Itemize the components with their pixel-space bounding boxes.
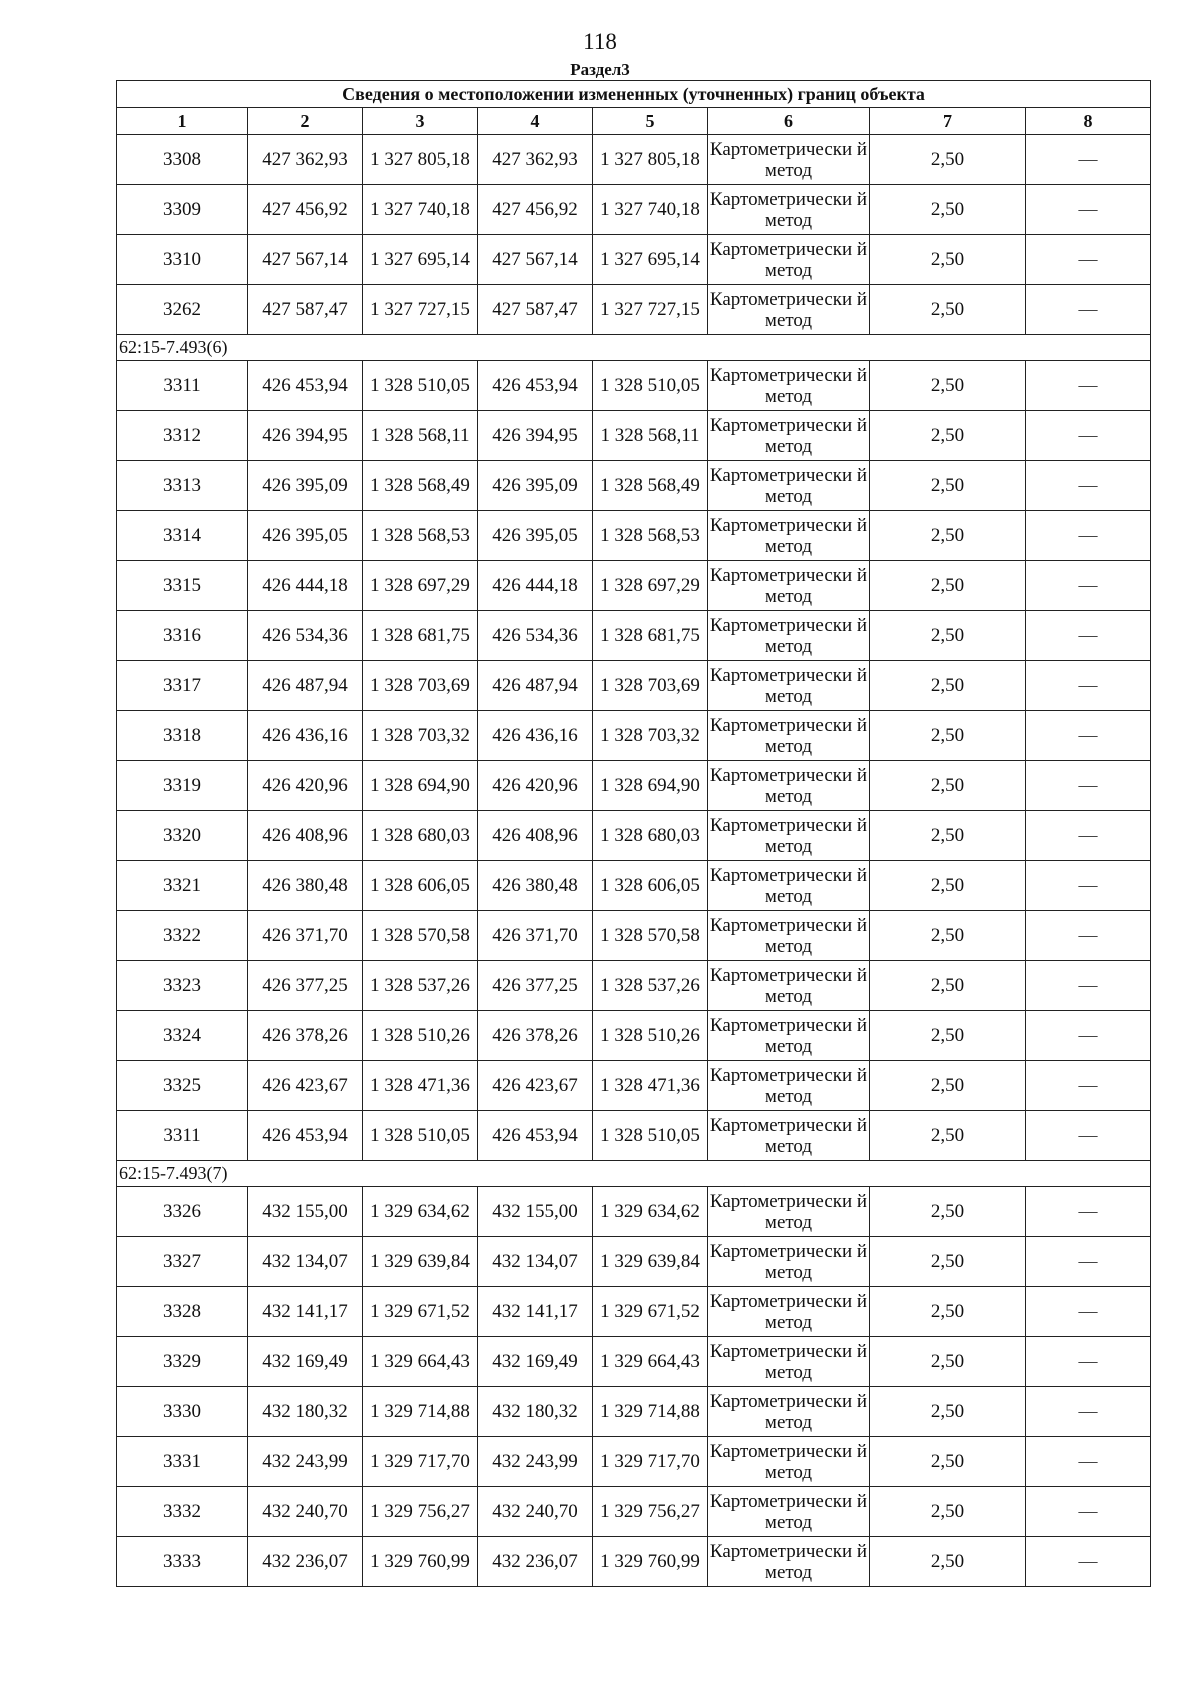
table-row xyxy=(117,1387,1151,1437)
x-old-cell: 432 155,00 xyxy=(248,1187,363,1237)
y-new-cell: 1 328 606,05 xyxy=(593,861,708,911)
method-cell: Картометрически й метод xyxy=(708,761,870,811)
y-new-cell: 1 328 570,58 xyxy=(593,911,708,961)
table-row xyxy=(117,811,1151,861)
y-old-cell: 1 328 703,69 xyxy=(363,661,478,711)
point-number-cell: 3321 xyxy=(117,861,248,911)
method-cell: Картометрически й метод xyxy=(708,611,870,661)
y-new-cell: 1 328 697,29 xyxy=(593,561,708,611)
y-old-cell: 1 328 681,75 xyxy=(363,611,478,661)
x-new-cell: 426 453,94 xyxy=(478,361,593,411)
group-row xyxy=(117,1161,1151,1187)
y-old-cell: 1 329 717,70 xyxy=(363,1437,478,1487)
y-old-cell: 1 328 703,32 xyxy=(363,711,478,761)
y-new-cell: 1 329 714,88 xyxy=(593,1387,708,1437)
accuracy-cell: 2,50 xyxy=(870,1487,1026,1537)
y-old-cell: 1 327 740,18 xyxy=(363,185,478,235)
y-old-cell: 1 329 671,52 xyxy=(363,1287,478,1337)
y-new-cell: 1 329 756,27 xyxy=(593,1487,708,1537)
method-cell: Картометрически й метод xyxy=(708,461,870,511)
x-new-cell: 426 394,95 xyxy=(478,411,593,461)
table-row xyxy=(117,861,1151,911)
group-row xyxy=(117,335,1151,361)
table-row xyxy=(117,135,1151,185)
x-new-cell: 427 456,92 xyxy=(478,185,593,235)
point-number-cell: 3262 xyxy=(117,285,248,335)
point-number-cell: 3319 xyxy=(117,761,248,811)
description-cell: — xyxy=(1026,1111,1151,1161)
table-row xyxy=(117,461,1151,511)
group-label: 62:15-7.493(6) xyxy=(117,335,1151,361)
x-new-cell: 432 236,07 xyxy=(478,1537,593,1587)
description-cell: — xyxy=(1026,1187,1151,1237)
point-number-cell: 3309 xyxy=(117,185,248,235)
point-number-cell: 3308 xyxy=(117,135,248,185)
section-title: Раздел3 xyxy=(570,60,630,79)
method-cell: Картометрически й метод xyxy=(708,1061,870,1111)
accuracy-cell: 2,50 xyxy=(870,411,1026,461)
x-new-cell: 426 380,48 xyxy=(478,861,593,911)
x-new-cell: 427 587,47 xyxy=(478,285,593,335)
y-old-cell: 1 329 756,27 xyxy=(363,1487,478,1537)
y-new-cell: 1 329 760,99 xyxy=(593,1537,708,1587)
table-row xyxy=(117,1287,1151,1337)
y-new-cell: 1 328 568,11 xyxy=(593,411,708,461)
column-number: 5 xyxy=(593,108,708,135)
accuracy-cell: 2,50 xyxy=(870,1437,1026,1487)
method-cell: Картометрически й метод xyxy=(708,1387,870,1437)
x-new-cell: 426 378,26 xyxy=(478,1011,593,1061)
y-old-cell: 1 329 639,84 xyxy=(363,1237,478,1287)
point-number-cell: 3311 xyxy=(117,1111,248,1161)
description-cell: — xyxy=(1026,511,1151,561)
y-new-cell: 1 328 694,90 xyxy=(593,761,708,811)
point-number-cell: 3317 xyxy=(117,661,248,711)
x-new-cell: 432 180,32 xyxy=(478,1387,593,1437)
method-cell: Картометрически й метод xyxy=(708,511,870,561)
description-cell: — xyxy=(1026,1061,1151,1111)
y-new-cell: 1 328 703,69 xyxy=(593,661,708,711)
point-number-cell: 3327 xyxy=(117,1237,248,1287)
method-cell: Картометрически й метод xyxy=(708,135,870,185)
table-row xyxy=(117,235,1151,285)
column-number: 6 xyxy=(708,108,870,135)
description-cell: — xyxy=(1026,411,1151,461)
y-old-cell: 1 328 568,11 xyxy=(363,411,478,461)
x-new-cell: 432 240,70 xyxy=(478,1487,593,1537)
y-old-cell: 1 329 634,62 xyxy=(363,1187,478,1237)
x-new-cell: 426 377,25 xyxy=(478,961,593,1011)
y-new-cell: 1 329 717,70 xyxy=(593,1437,708,1487)
x-new-cell: 432 141,17 xyxy=(478,1287,593,1337)
table-caption: Сведения о местоположении измененных (уточненных) границ объекта xyxy=(117,81,1151,108)
accuracy-cell: 2,50 xyxy=(870,511,1026,561)
y-new-cell: 1 329 639,84 xyxy=(593,1237,708,1287)
x-new-cell: 432 155,00 xyxy=(478,1187,593,1237)
y-new-cell: 1 328 680,03 xyxy=(593,811,708,861)
x-old-cell: 426 534,36 xyxy=(248,611,363,661)
x-old-cell: 426 436,16 xyxy=(248,711,363,761)
x-old-cell: 426 394,95 xyxy=(248,411,363,461)
description-cell: — xyxy=(1026,185,1151,235)
x-new-cell: 426 453,94 xyxy=(478,1111,593,1161)
x-new-cell: 426 420,96 xyxy=(478,761,593,811)
description-cell: — xyxy=(1026,811,1151,861)
accuracy-cell: 2,50 xyxy=(870,1061,1026,1111)
column-number: 8 xyxy=(1026,108,1151,135)
table-row xyxy=(117,411,1151,461)
method-cell: Картометрически й метод xyxy=(708,1287,870,1337)
point-number-cell: 3311 xyxy=(117,361,248,411)
y-new-cell: 1 328 568,49 xyxy=(593,461,708,511)
point-number-cell: 3320 xyxy=(117,811,248,861)
table-row xyxy=(117,1187,1151,1237)
y-old-cell: 1 329 760,99 xyxy=(363,1537,478,1587)
x-new-cell: 432 169,49 xyxy=(478,1337,593,1387)
description-cell: — xyxy=(1026,961,1151,1011)
point-number-cell: 3316 xyxy=(117,611,248,661)
method-cell: Картометрически й метод xyxy=(708,1337,870,1387)
method-cell: Картометрически й метод xyxy=(708,711,870,761)
point-number-cell: 3330 xyxy=(117,1387,248,1437)
description-cell: — xyxy=(1026,611,1151,661)
description-cell: — xyxy=(1026,1337,1151,1387)
accuracy-cell: 2,50 xyxy=(870,235,1026,285)
column-number: 7 xyxy=(870,108,1026,135)
y-old-cell: 1 328 537,26 xyxy=(363,961,478,1011)
method-cell: Картометрически й метод xyxy=(708,1187,870,1237)
table-row xyxy=(117,511,1151,561)
description-cell: — xyxy=(1026,235,1151,285)
y-new-cell: 1 327 805,18 xyxy=(593,135,708,185)
page-number: 118 xyxy=(583,29,617,54)
x-old-cell: 426 377,25 xyxy=(248,961,363,1011)
table-row xyxy=(117,1337,1151,1387)
x-new-cell: 426 423,67 xyxy=(478,1061,593,1111)
accuracy-cell: 2,50 xyxy=(870,1187,1026,1237)
method-cell: Картометрически й метод xyxy=(708,661,870,711)
accuracy-cell: 2,50 xyxy=(870,1011,1026,1061)
description-cell: — xyxy=(1026,1437,1151,1487)
y-old-cell: 1 327 805,18 xyxy=(363,135,478,185)
y-old-cell: 1 328 694,90 xyxy=(363,761,478,811)
description-cell: — xyxy=(1026,461,1151,511)
x-new-cell: 426 534,36 xyxy=(478,611,593,661)
y-old-cell: 1 328 680,03 xyxy=(363,811,478,861)
point-number-cell: 3326 xyxy=(117,1187,248,1237)
description-cell: — xyxy=(1026,361,1151,411)
accuracy-cell: 2,50 xyxy=(870,761,1026,811)
accuracy-cell: 2,50 xyxy=(870,611,1026,661)
x-old-cell: 427 567,14 xyxy=(248,235,363,285)
point-number-cell: 3329 xyxy=(117,1337,248,1387)
y-new-cell: 1 328 510,26 xyxy=(593,1011,708,1061)
x-new-cell: 426 395,05 xyxy=(478,511,593,561)
description-cell: — xyxy=(1026,761,1151,811)
y-new-cell: 1 327 727,15 xyxy=(593,285,708,335)
description-cell: — xyxy=(1026,711,1151,761)
x-new-cell: 432 243,99 xyxy=(478,1437,593,1487)
x-old-cell: 426 423,67 xyxy=(248,1061,363,1111)
y-new-cell: 1 328 537,26 xyxy=(593,961,708,1011)
x-old-cell: 432 141,17 xyxy=(248,1287,363,1337)
y-new-cell: 1 328 510,05 xyxy=(593,1111,708,1161)
accuracy-cell: 2,50 xyxy=(870,861,1026,911)
accuracy-cell: 2,50 xyxy=(870,135,1026,185)
x-new-cell: 426 395,09 xyxy=(478,461,593,511)
method-cell: Картометрически й метод xyxy=(708,911,870,961)
point-number-cell: 3324 xyxy=(117,1011,248,1061)
x-old-cell: 432 243,99 xyxy=(248,1437,363,1487)
table-row xyxy=(117,361,1151,411)
y-new-cell: 1 328 510,05 xyxy=(593,361,708,411)
y-new-cell: 1 328 568,53 xyxy=(593,511,708,561)
method-cell: Картометрически й метод xyxy=(708,961,870,1011)
method-cell: Картометрически й метод xyxy=(708,1437,870,1487)
table-caption-row xyxy=(117,81,1151,108)
y-old-cell: 1 329 664,43 xyxy=(363,1337,478,1387)
description-cell: — xyxy=(1026,1537,1151,1587)
accuracy-cell: 2,50 xyxy=(870,711,1026,761)
description-cell: — xyxy=(1026,1487,1151,1537)
x-new-cell: 432 134,07 xyxy=(478,1237,593,1287)
point-number-cell: 3314 xyxy=(117,511,248,561)
description-cell: — xyxy=(1026,135,1151,185)
x-old-cell: 426 395,09 xyxy=(248,461,363,511)
y-new-cell: 1 329 634,62 xyxy=(593,1187,708,1237)
x-old-cell: 427 587,47 xyxy=(248,285,363,335)
x-old-cell: 426 378,26 xyxy=(248,1011,363,1061)
table-row xyxy=(117,1111,1151,1161)
table-row xyxy=(117,611,1151,661)
method-cell: Картометрически й метод xyxy=(708,1237,870,1287)
y-old-cell: 1 328 510,05 xyxy=(363,361,478,411)
point-number-cell: 3323 xyxy=(117,961,248,1011)
column-number: 1 xyxy=(117,108,248,135)
x-old-cell: 432 240,70 xyxy=(248,1487,363,1537)
method-cell: Картометрически й метод xyxy=(708,1111,870,1161)
x-new-cell: 427 362,93 xyxy=(478,135,593,185)
x-new-cell: 426 487,94 xyxy=(478,661,593,711)
accuracy-cell: 2,50 xyxy=(870,911,1026,961)
point-number-cell: 3332 xyxy=(117,1487,248,1537)
y-new-cell: 1 328 471,36 xyxy=(593,1061,708,1111)
point-number-cell: 3322 xyxy=(117,911,248,961)
table-row xyxy=(117,1061,1151,1111)
y-old-cell: 1 327 727,15 xyxy=(363,285,478,335)
y-old-cell: 1 327 695,14 xyxy=(363,235,478,285)
method-cell: Картометрически й метод xyxy=(708,361,870,411)
table-row xyxy=(117,911,1151,961)
x-new-cell: 426 444,18 xyxy=(478,561,593,611)
point-number-cell: 3310 xyxy=(117,235,248,285)
table-row xyxy=(117,1537,1151,1587)
y-new-cell: 1 328 681,75 xyxy=(593,611,708,661)
table-row xyxy=(117,561,1151,611)
point-number-cell: 3313 xyxy=(117,461,248,511)
description-cell: — xyxy=(1026,661,1151,711)
x-old-cell: 432 169,49 xyxy=(248,1337,363,1387)
y-old-cell: 1 328 697,29 xyxy=(363,561,478,611)
y-old-cell: 1 328 606,05 xyxy=(363,861,478,911)
accuracy-cell: 2,50 xyxy=(870,961,1026,1011)
x-old-cell: 426 487,94 xyxy=(248,661,363,711)
x-old-cell: 426 453,94 xyxy=(248,1111,363,1161)
y-new-cell: 1 328 703,32 xyxy=(593,711,708,761)
y-old-cell: 1 329 714,88 xyxy=(363,1387,478,1437)
x-new-cell: 426 436,16 xyxy=(478,711,593,761)
method-cell: Картометрически й метод xyxy=(708,811,870,861)
point-number-cell: 3325 xyxy=(117,1061,248,1111)
table-body xyxy=(117,135,1151,1587)
table-row xyxy=(117,711,1151,761)
coordinates-table xyxy=(116,80,1151,1587)
y-old-cell: 1 328 510,05 xyxy=(363,1111,478,1161)
y-old-cell: 1 328 568,53 xyxy=(363,511,478,561)
accuracy-cell: 2,50 xyxy=(870,661,1026,711)
accuracy-cell: 2,50 xyxy=(870,361,1026,411)
accuracy-cell: 2,50 xyxy=(870,285,1026,335)
accuracy-cell: 2,50 xyxy=(870,461,1026,511)
x-old-cell: 426 395,05 xyxy=(248,511,363,561)
x-old-cell: 432 180,32 xyxy=(248,1387,363,1437)
description-cell: — xyxy=(1026,1237,1151,1287)
table-row xyxy=(117,1011,1151,1061)
x-old-cell: 427 456,92 xyxy=(248,185,363,235)
accuracy-cell: 2,50 xyxy=(870,1111,1026,1161)
method-cell: Картометрически й метод xyxy=(708,861,870,911)
x-old-cell: 426 444,18 xyxy=(248,561,363,611)
x-new-cell: 426 408,96 xyxy=(478,811,593,861)
table-row xyxy=(117,761,1151,811)
description-cell: — xyxy=(1026,861,1151,911)
description-cell: — xyxy=(1026,1387,1151,1437)
method-cell: Картометрически й метод xyxy=(708,1487,870,1537)
accuracy-cell: 2,50 xyxy=(870,1287,1026,1337)
x-old-cell: 426 453,94 xyxy=(248,361,363,411)
method-cell: Картометрически й метод xyxy=(708,1537,870,1587)
accuracy-cell: 2,50 xyxy=(870,1537,1026,1587)
accuracy-cell: 2,50 xyxy=(870,185,1026,235)
column-number: 3 xyxy=(363,108,478,135)
y-new-cell: 1 327 740,18 xyxy=(593,185,708,235)
group-label: 62:15-7.493(7) xyxy=(117,1161,1151,1187)
table-row xyxy=(117,1487,1151,1537)
x-old-cell: 427 362,93 xyxy=(248,135,363,185)
method-cell: Картометрически й метод xyxy=(708,235,870,285)
y-old-cell: 1 328 510,26 xyxy=(363,1011,478,1061)
table-row xyxy=(117,1237,1151,1287)
description-cell: — xyxy=(1026,1011,1151,1061)
table-row xyxy=(117,661,1151,711)
point-number-cell: 3315 xyxy=(117,561,248,611)
y-new-cell: 1 327 695,14 xyxy=(593,235,708,285)
column-number: 2 xyxy=(248,108,363,135)
column-number: 4 xyxy=(478,108,593,135)
point-number-cell: 3312 xyxy=(117,411,248,461)
table-row xyxy=(117,185,1151,235)
x-old-cell: 426 420,96 xyxy=(248,761,363,811)
column-number-row xyxy=(117,108,1151,135)
accuracy-cell: 2,50 xyxy=(870,1237,1026,1287)
y-old-cell: 1 328 568,49 xyxy=(363,461,478,511)
table-row xyxy=(117,961,1151,1011)
point-number-cell: 3328 xyxy=(117,1287,248,1337)
x-new-cell: 426 371,70 xyxy=(478,911,593,961)
method-cell: Картометрически й метод xyxy=(708,1011,870,1061)
x-new-cell: 427 567,14 xyxy=(478,235,593,285)
description-cell: — xyxy=(1026,561,1151,611)
point-number-cell: 3333 xyxy=(117,1537,248,1587)
accuracy-cell: 2,50 xyxy=(870,811,1026,861)
method-cell: Картометрически й метод xyxy=(708,185,870,235)
accuracy-cell: 2,50 xyxy=(870,561,1026,611)
y-old-cell: 1 328 570,58 xyxy=(363,911,478,961)
y-new-cell: 1 329 664,43 xyxy=(593,1337,708,1387)
point-number-cell: 3318 xyxy=(117,711,248,761)
x-old-cell: 432 236,07 xyxy=(248,1537,363,1587)
table-row xyxy=(117,1437,1151,1487)
description-cell: — xyxy=(1026,285,1151,335)
point-number-cell: 3331 xyxy=(117,1437,248,1487)
table-row xyxy=(117,285,1151,335)
x-old-cell: 426 408,96 xyxy=(248,811,363,861)
x-old-cell: 432 134,07 xyxy=(248,1237,363,1287)
method-cell: Картометрически й метод xyxy=(708,285,870,335)
method-cell: Картометрически й метод xyxy=(708,561,870,611)
description-cell: — xyxy=(1026,911,1151,961)
method-cell: Картометрически й метод xyxy=(708,411,870,461)
y-old-cell: 1 328 471,36 xyxy=(363,1061,478,1111)
x-old-cell: 426 371,70 xyxy=(248,911,363,961)
x-old-cell: 426 380,48 xyxy=(248,861,363,911)
y-new-cell: 1 329 671,52 xyxy=(593,1287,708,1337)
accuracy-cell: 2,50 xyxy=(870,1337,1026,1387)
accuracy-cell: 2,50 xyxy=(870,1387,1026,1437)
description-cell: — xyxy=(1026,1287,1151,1337)
